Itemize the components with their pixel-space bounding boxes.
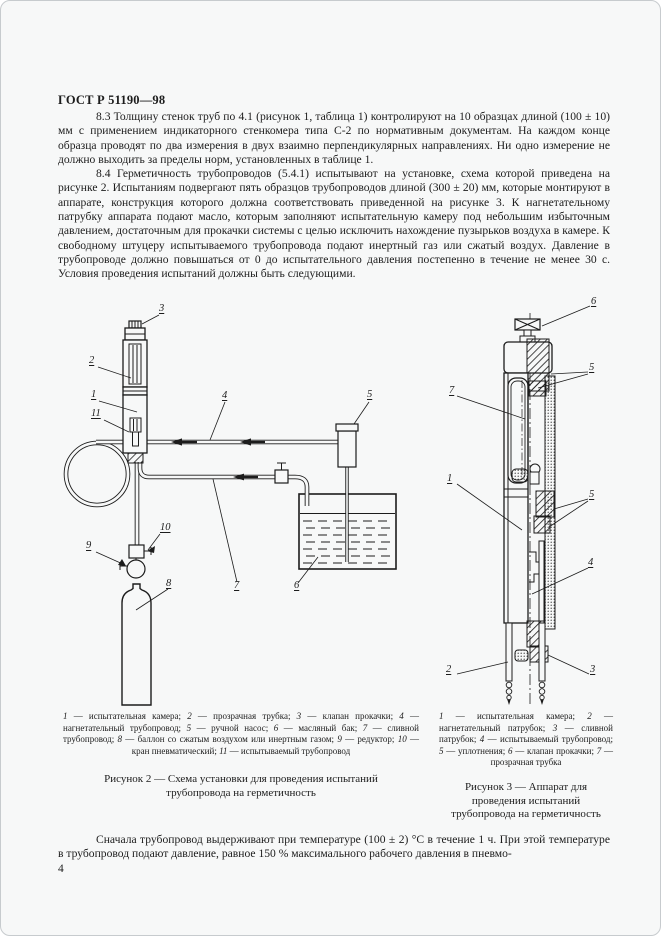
pipe-loop	[66, 443, 128, 505]
callout-10-6: 10	[160, 522, 171, 533]
figure3-legend: 1 — испытательная камера; 2 — нагнетательный патрубок; 3 — сливной патрубок; 4 — испытываемый трубопровод; 5 — уплотнения; 6 — клапан прокачки; 7 — прозрачная трубка	[439, 711, 614, 768]
figure2-caption: Рисунок 2 — Схема установки для проведения испытаний трубопровода на герметичность	[104, 773, 378, 799]
figure2-schematic	[56, 294, 406, 712]
callout-9-7: 9	[86, 540, 92, 551]
callout-6-9: 6	[294, 580, 300, 591]
inlet-pipe	[506, 623, 512, 705]
bleed-valve-knob	[129, 321, 141, 328]
callout-5-4: 5	[589, 489, 595, 500]
callout-5-5: 5	[367, 389, 373, 400]
paragraph-bottom: Сначала трубопровод выдерживают при температуре (100 ± 2) °С в течение 1 ч. При этой температуре в трубопровод подают давление, равное 150 % максимального рабочего давления в пневмо-	[58, 833, 610, 861]
body-text	[58, 110, 610, 282]
callout-2-1: 2	[89, 355, 95, 366]
callout-1-3: 1	[447, 473, 453, 484]
callout-8-10: 8	[166, 578, 172, 589]
flow-arrows	[171, 438, 265, 480]
figure2-legend: 1 — испытательная камера; 2 — прозрачная трубка; 3 — клапан прокачки; 4 — нагнетательный трубопровод; 5 — ручной насос; 6 — масляный бак; 7 — сливной трубопровод; 8 — баллон со сжатым воздухом или инертным газом; 9 — редуктор; 10 — кран пневматический; 11 — испытываемый трубопровод	[63, 711, 420, 756]
callout-6-0: 6	[591, 296, 597, 307]
pressure-reducer	[120, 558, 145, 578]
page-number: 4	[58, 863, 64, 875]
callout-1-2: 1	[91, 389, 97, 400]
pipe-union	[529, 552, 539, 582]
test-chamber	[123, 321, 147, 463]
drain-pipe-tip	[539, 623, 545, 705]
hand-pump	[336, 424, 358, 467]
callout-11-3: 11	[91, 408, 101, 419]
pneumatic-valve	[129, 545, 151, 558]
paragraph-8-3: 8.3 Толщину стенок труб по 4.1 (рисунок 1, таблица 1) контролируют на 10 образцах длиной (100 ± 10) мм с применением индикаторного стенкомера типа С-2 по нормативным документам. На каждом конце образца проводят по два измерения в двух взаимно перпендикулярных направлениях. Ни одно измерение не должно выходить за пределы норм, установленных в таблице 1.	[58, 110, 610, 166]
gas-cylinder	[122, 584, 151, 705]
callout-7-2: 7	[449, 385, 455, 396]
drain-sleeve	[539, 541, 544, 623]
callout-4-4: 4	[222, 390, 228, 401]
callout-2-6: 2	[446, 664, 452, 675]
callout-3-7: 3	[590, 664, 596, 675]
figure3-apparatus	[436, 294, 616, 712]
figure3-caption: Рисунок 3 — Аппарат для проведения испытаний трубопровода на герметичность	[451, 781, 601, 821]
bottom-text	[58, 833, 610, 862]
sight-glass	[123, 340, 147, 395]
callout-3-0: 3	[159, 303, 165, 314]
callout-5-1: 5	[589, 362, 595, 373]
drain-valve	[275, 463, 288, 483]
paragraph-8-4: 8.4 Герметичность трубопроводов (5.4.1) испытывают на установке, схема которой приведена на рисунке 2. Испытаниям подвергают пять образцов трубопроводов длиной (300 ± 20) мм, которые монтируют в аппарате, конструкция которого должна соответствовать приведенной на рисунке 3. К нагнетательному патрубку аппарата подают масло, которым заполняют испытательную камеру под небольшим избыточным давлением, достаточным для прокачки системы с целью исключить нахождение пузырьков воздуха в камере. К свободному штуцеру испытываемого трубопровода подают инертный газ или сжатый воздух. Давление в трубопроводе должно повышаться от 0 до испытательного давления постепенно в течение не менее 30 с. Условия проведения испытаний должны быть следующими.	[58, 167, 610, 281]
chamber-gland	[128, 453, 143, 463]
callout-7-8: 7	[234, 580, 240, 591]
callout-4-5: 4	[588, 557, 594, 568]
standard-header: ГОСТ Р 51190—98	[58, 93, 166, 107]
